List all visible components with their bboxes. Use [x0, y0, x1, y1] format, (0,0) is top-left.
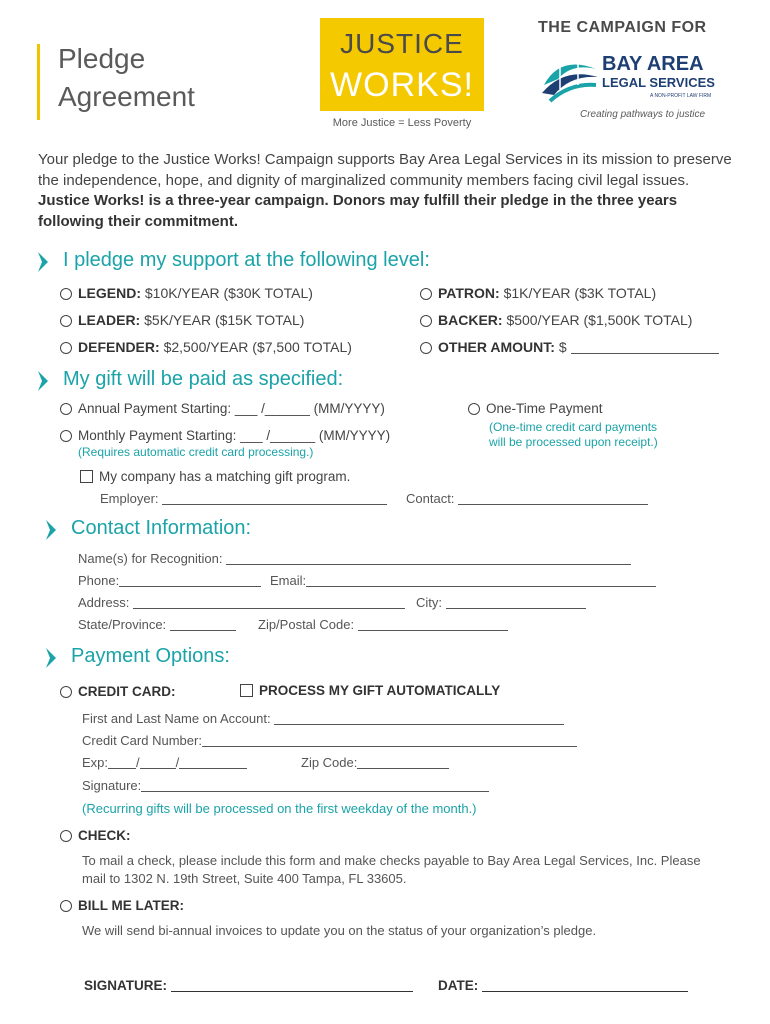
employer-label: Employer: — [100, 491, 159, 506]
level-name: LEGEND: — [78, 285, 141, 301]
bill-later-label: BILL ME LATER: — [78, 898, 184, 913]
contact-line[interactable] — [458, 492, 648, 505]
onetime-payment-option[interactable] — [468, 401, 603, 416]
gift-heading: My gift will be paid as specified: — [63, 368, 344, 390]
bill-later-option[interactable] — [60, 898, 184, 913]
chevron-right-icon — [36, 250, 50, 274]
credit-card-option[interactable] — [60, 684, 176, 699]
contact-label: Contact: — [406, 491, 455, 506]
address-field[interactable] — [78, 595, 405, 610]
level-legend[interactable] — [60, 285, 313, 301]
chevron-right-icon — [44, 518, 58, 542]
campaign-for-label: THE CAMPAIGN FOR — [538, 19, 707, 36]
contact-heading: Contact Information: — [71, 517, 252, 539]
page-title — [58, 40, 195, 116]
process-automatically-label: PROCESS MY GIFT AUTOMATICALLY — [259, 683, 501, 698]
state-field[interactable] — [78, 617, 236, 632]
bals-name-1: BAY AREA — [602, 53, 704, 75]
level-amount: $500/YEAR ($1,500K TOTAL) — [506, 312, 693, 328]
phone-field[interactable] — [78, 573, 261, 588]
cc-signature-label: Signature: — [82, 778, 142, 793]
cc-signature-field[interactable] — [82, 778, 489, 793]
check-instructions: To mail a check, please include this form and make checks payable to Bay Area Legal Services, Inc. Please mail to 1302 N. 19th Street, Suite 400 Tampa, FL 33605. — [82, 853, 701, 886]
level-defender[interactable] — [60, 339, 352, 355]
level-name: BACKER: — [438, 312, 503, 328]
city-label: City: — [416, 595, 442, 610]
city-line[interactable] — [446, 596, 586, 609]
cc-name-field[interactable] — [82, 711, 564, 726]
justice-works-logo — [320, 18, 484, 111]
cc-number-field[interactable] — [82, 733, 577, 748]
radio-icon[interactable] — [60, 315, 72, 327]
state-line[interactable] — [170, 618, 236, 631]
chevron-right-icon — [44, 646, 58, 670]
logo-text-justice: JUSTICE — [340, 28, 464, 59]
recognition-names-field[interactable] — [78, 551, 631, 566]
monthly-payment-label: Monthly Payment Starting: ___ /______ (MM/YYYY) — [78, 428, 391, 443]
radio-icon[interactable] — [420, 342, 432, 354]
recognition-label: Name(s) for Recognition: — [78, 551, 223, 566]
state-label: State/Province: — [78, 617, 167, 632]
bals-logo — [540, 45, 730, 105]
level-amount: $5K/YEAR ($15K TOTAL) — [144, 312, 305, 328]
checkbox-icon[interactable] — [240, 684, 253, 697]
radio-icon[interactable] — [420, 288, 432, 300]
contact-field[interactable] — [406, 491, 648, 506]
other-amount-field[interactable] — [571, 341, 719, 354]
address-label: Address: — [78, 595, 130, 610]
city-field[interactable] — [416, 595, 586, 610]
phone-line[interactable] — [119, 574, 261, 587]
intro-paragraph — [38, 150, 738, 232]
zip-label: Zip/Postal Code: — [258, 617, 355, 632]
bals-name-2: LEGAL SERVICES — [602, 75, 715, 90]
level-amount: $2,500/YEAR ($7,500 TOTAL) — [163, 339, 352, 355]
pledge-heading: I pledge my support at the following level: — [63, 249, 430, 271]
signature-label: SIGNATURE: — [84, 978, 167, 993]
radio-icon[interactable] — [420, 315, 432, 327]
onetime-note-1: (One-time credit card payments — [489, 420, 658, 434]
signature-line[interactable] — [171, 979, 413, 992]
level-name: OTHER AMOUNT: — [438, 339, 555, 355]
level-leader[interactable] — [60, 312, 304, 328]
payment-heading: Payment Options: — [71, 645, 230, 667]
email-label: Email: — [270, 573, 307, 588]
level-name: LEADER: — [78, 312, 141, 328]
title-accent-bar — [37, 44, 40, 120]
annual-payment-label: Annual Payment Starting: ___ /______ (MM/YYYY) — [78, 401, 385, 416]
signature-field[interactable] — [84, 978, 413, 993]
annual-payment-option[interactable] — [60, 401, 385, 416]
checkbox-icon[interactable] — [80, 470, 93, 483]
level-other[interactable] — [420, 339, 719, 355]
check-label: CHECK: — [78, 828, 131, 843]
level-name: PATRON: — [438, 285, 500, 301]
title-line-2: Agreement — [58, 81, 195, 112]
level-backer[interactable] — [420, 312, 692, 328]
radio-icon[interactable] — [60, 342, 72, 354]
employer-field[interactable] — [100, 491, 387, 506]
cc-zip-field[interactable] — [301, 755, 449, 770]
justice-works-tagline: More Justice = Less Poverty — [332, 117, 472, 129]
cc-name-label: First and Last Name on Account: — [82, 711, 271, 726]
radio-icon[interactable] — [60, 403, 72, 415]
cc-exp-field[interactable]: Exp: / / — [82, 755, 247, 770]
level-amount: $ — [558, 339, 567, 355]
chevron-right-icon — [36, 369, 50, 393]
zip-line[interactable] — [358, 618, 508, 631]
cc-zip-label: Zip Code: — [301, 755, 358, 770]
monthly-payment-option[interactable] — [60, 428, 390, 443]
cc-number-line[interactable] — [202, 734, 577, 747]
radio-icon[interactable] — [60, 686, 72, 698]
date-line[interactable] — [482, 979, 688, 992]
phone-label: Phone: — [78, 573, 120, 588]
email-line[interactable] — [306, 574, 656, 587]
radio-icon[interactable] — [60, 830, 72, 842]
radio-icon[interactable] — [60, 900, 72, 912]
level-amount: $10K/YEAR ($30K TOTAL) — [144, 285, 313, 301]
cc-name-line[interactable] — [274, 712, 564, 725]
intro-bold-text: Justice Works! is a three-year campaign. Donors may fulfill their pledge in the three years following their commitment. — [38, 192, 678, 230]
recurring-note: (Recurring gifts will be processed on the first weekday of the month.) — [82, 801, 477, 816]
intro-text: Your pledge to the Justice Works! Campaign supports Bay Area Legal Services in its mission to preserve the independence, hope, and dignity of marginalized community members facing civil legal issues. — [38, 151, 732, 189]
title-line-1: Pledge — [58, 43, 146, 74]
address-line[interactable] — [133, 596, 405, 609]
check-option[interactable] — [60, 828, 131, 843]
logo-text-works: WORKS! — [330, 66, 474, 104]
cc-zip-line[interactable] — [357, 756, 449, 769]
level-amount: $1K/YEAR ($3K TOTAL) — [503, 285, 657, 301]
bals-tagline: Creating pathways to justice — [580, 109, 706, 120]
cc-exp-label: Exp: — [82, 755, 109, 770]
zip-field[interactable] — [258, 617, 508, 632]
date-field[interactable] — [438, 978, 688, 993]
radio-icon[interactable] — [468, 403, 480, 415]
cc-signature-line[interactable] — [141, 779, 489, 792]
onetime-payment-label: One-Time Payment — [486, 401, 603, 416]
employer-line[interactable] — [162, 492, 387, 505]
credit-card-label: CREDIT CARD: — [78, 684, 176, 699]
bals-subtitle: A NON-PROFIT LAW FIRM — [650, 93, 712, 99]
process-automatically-option[interactable] — [240, 683, 500, 698]
radio-icon[interactable] — [60, 430, 72, 442]
bridge-icon — [540, 45, 600, 105]
level-name: DEFENDER: — [78, 339, 160, 355]
matching-gift-label: My company has a matching gift program. — [99, 469, 351, 484]
monthly-note: (Requires automatic credit card processing.) — [78, 445, 314, 459]
radio-icon[interactable] — [60, 288, 72, 300]
level-patron[interactable] — [420, 285, 656, 301]
recognition-line[interactable] — [226, 552, 631, 565]
bill-later-text: We will send bi-annual invoices to update you on the status of your organization’s pledge. — [82, 923, 597, 938]
onetime-note-2: will be processed upon receipt.) — [489, 435, 658, 449]
cc-number-label: Credit Card Number: — [82, 733, 202, 748]
email-field[interactable] — [270, 573, 656, 588]
date-label: DATE: — [438, 978, 479, 993]
matching-gift-option[interactable] — [80, 469, 350, 484]
